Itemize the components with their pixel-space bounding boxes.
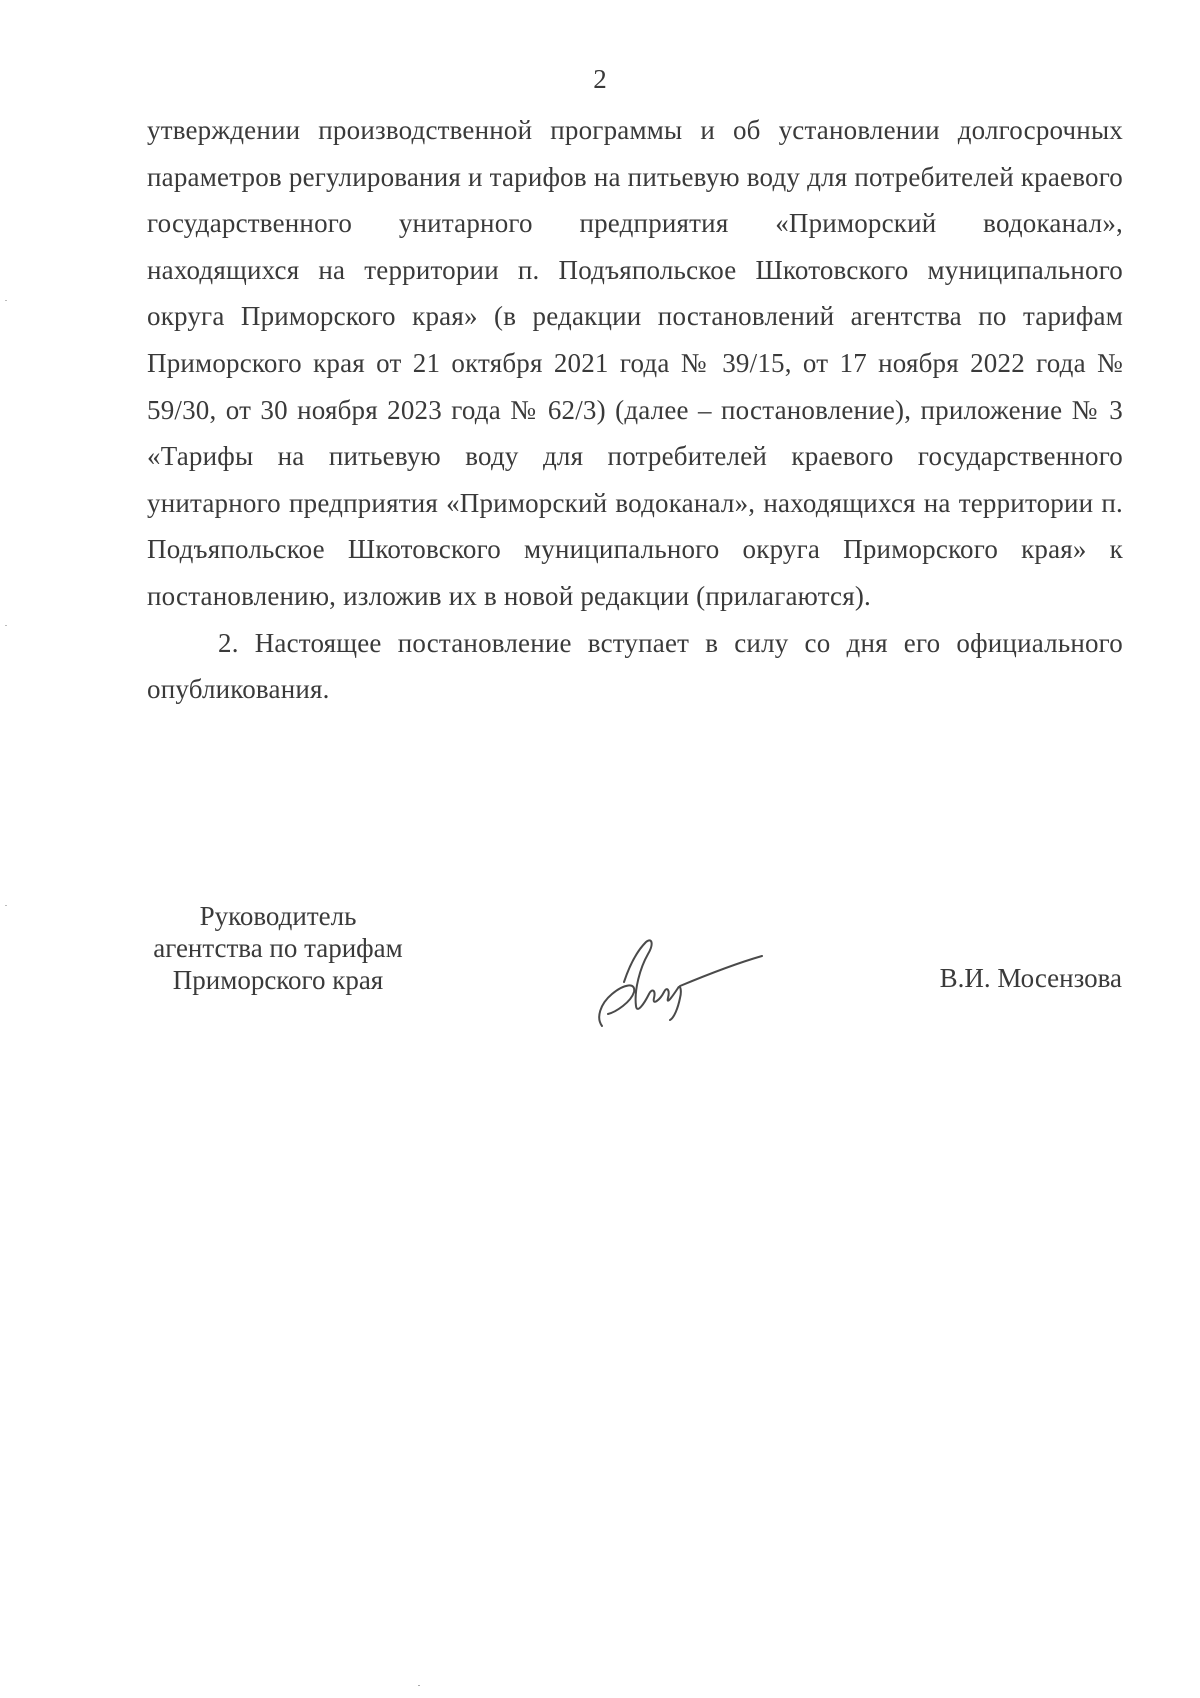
scan-artifact [5, 625, 7, 626]
signatory-title-line: агентства по тарифам [153, 933, 403, 963]
signatory-title-line: Приморского края [172, 965, 384, 995]
page-number: 2 [593, 64, 607, 94]
signatory-title-line: Руководитель [199, 901, 357, 931]
document-body [147, 107, 1123, 713]
signatory-name: В.И. Мосензова [939, 963, 1122, 993]
signatory-title [140, 900, 416, 996]
scan-artifact [418, 1685, 420, 1686]
scan-artifact [5, 300, 7, 301]
scan-artifact [5, 905, 7, 906]
paragraph-continuation: утверждении производственной программы и об установлении долгосрочных параметров регулирования и тарифов на питьевую воду для потребителей краевого государственного унитарного предприятия «Приморский водоканал», находящихся на территории п. Подъяпольское Шкотовского муниципального округа Приморского края» (в редакции постановлений агентства по тарифам Приморского края от 21 октября 2021 года № 39/15, от 17 ноября 2022 года № 59/30, от 30 ноября 2023 года № 62/3) (далее – постановление), приложение № 3 «Тарифы на питьевую воду для потребителей краевого государственного унитарного предприятия «Приморский водоканал», находящихся на территории п. Подъяпольское Шкотовского муниципального округа Приморского края» к постановлению, изложив их в новой редакции (прилагаются). [147, 115, 1123, 611]
paragraph-2: 2. Настоящее постановление вступает в силу со дня его официального опубликования. [147, 627, 1123, 705]
handwritten-signature [594, 934, 764, 1034]
signature-block [0, 900, 1200, 1040]
